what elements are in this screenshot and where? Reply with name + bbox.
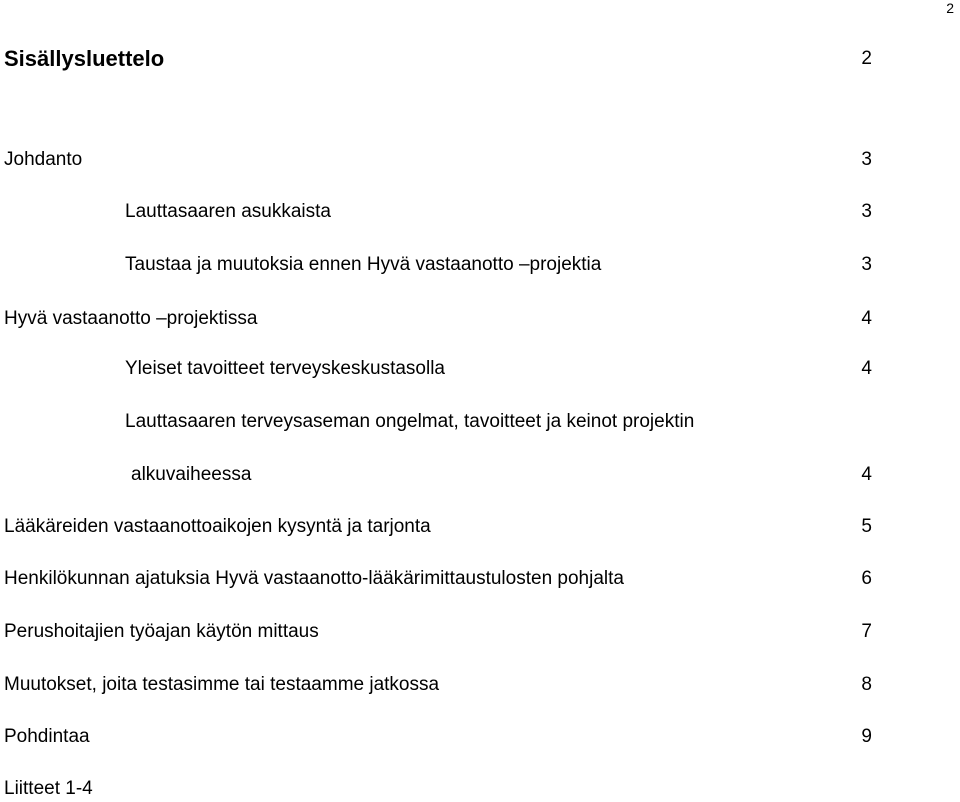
toc-header	[4, 44, 872, 74]
toc-entry-label: Muutokset, joita testasimme tai testaamme jatkossa	[4, 674, 440, 695]
toc-entry-label: Henkilökunnan ajatuksia Hyvä vastaanotto-lääkärimittaustulosten pohjalta	[4, 568, 624, 589]
toc-entry-laakareiden[interactable]	[0, 514, 872, 540]
toc-entry-label: alkuvaiheessa	[131, 464, 252, 485]
toc-entry-label: Johdanto	[4, 149, 83, 170]
toc-entry-henkilokunnan[interactable]	[0, 566, 872, 592]
toc-entry-perushoitajien[interactable]	[0, 619, 872, 645]
toc-entry-ongelmat-continued[interactable]	[0, 462, 872, 488]
toc-entry-page: 4	[861, 464, 872, 485]
toc-entry-label: Pohdintaa	[4, 726, 90, 747]
toc-entry-page: 4	[861, 358, 872, 379]
toc-title-page: 2	[861, 48, 872, 69]
toc-entry-liitteet[interactable]	[0, 776, 872, 802]
toc-entry-page: 9	[861, 726, 872, 747]
toc-entry-label: Lääkäreiden vastaanottoaikojen kysyntä ja tarjonta	[4, 516, 431, 537]
toc-entry-ongelmat[interactable]	[0, 409, 872, 435]
toc-entry-page: 3	[861, 254, 872, 275]
toc-entry-muutokset[interactable]	[0, 672, 872, 698]
page-number: 2	[946, 0, 954, 16]
toc-entry-taustaa[interactable]	[0, 252, 872, 278]
toc-entry-yleiset-tavoitteet[interactable]	[0, 356, 872, 382]
toc-entry-label: Taustaa ja muutoksia ennen Hyvä vastaanotto –projektia	[125, 254, 602, 275]
toc-entry-page: 4	[861, 308, 872, 329]
toc-entry-johdanto[interactable]	[0, 147, 872, 173]
toc-entry-page: 7	[861, 621, 872, 642]
toc-entry-page: 3	[861, 201, 872, 222]
toc-entry-label: Hyvä vastaanotto –projektissa	[4, 308, 258, 329]
toc-entry-label: Lauttasaaren terveysaseman ongelmat, tavoitteet ja keinot projektin	[125, 411, 695, 432]
toc-entry-page: 3	[861, 149, 872, 170]
toc-entry-lauttasaaren-asukkaista[interactable]	[0, 199, 872, 225]
toc-entry-pohdintaa[interactable]	[0, 724, 872, 750]
toc-entry-label: Lauttasaaren asukkaista	[125, 201, 331, 222]
toc-title: Sisällysluettelo	[4, 46, 165, 71]
toc-entry-label: Liitteet 1-4	[4, 778, 93, 799]
toc-entry-page: 5	[861, 516, 872, 537]
toc-entry-page: 6	[861, 568, 872, 589]
toc-entry-label: Yleiset tavoitteet terveyskeskustasolla	[125, 358, 445, 379]
toc-entry-page: 8	[861, 674, 872, 695]
toc-entry-hyva-vastaanotto[interactable]	[0, 306, 872, 332]
toc-entry-label: Perushoitajien työajan käytön mittaus	[4, 621, 319, 642]
